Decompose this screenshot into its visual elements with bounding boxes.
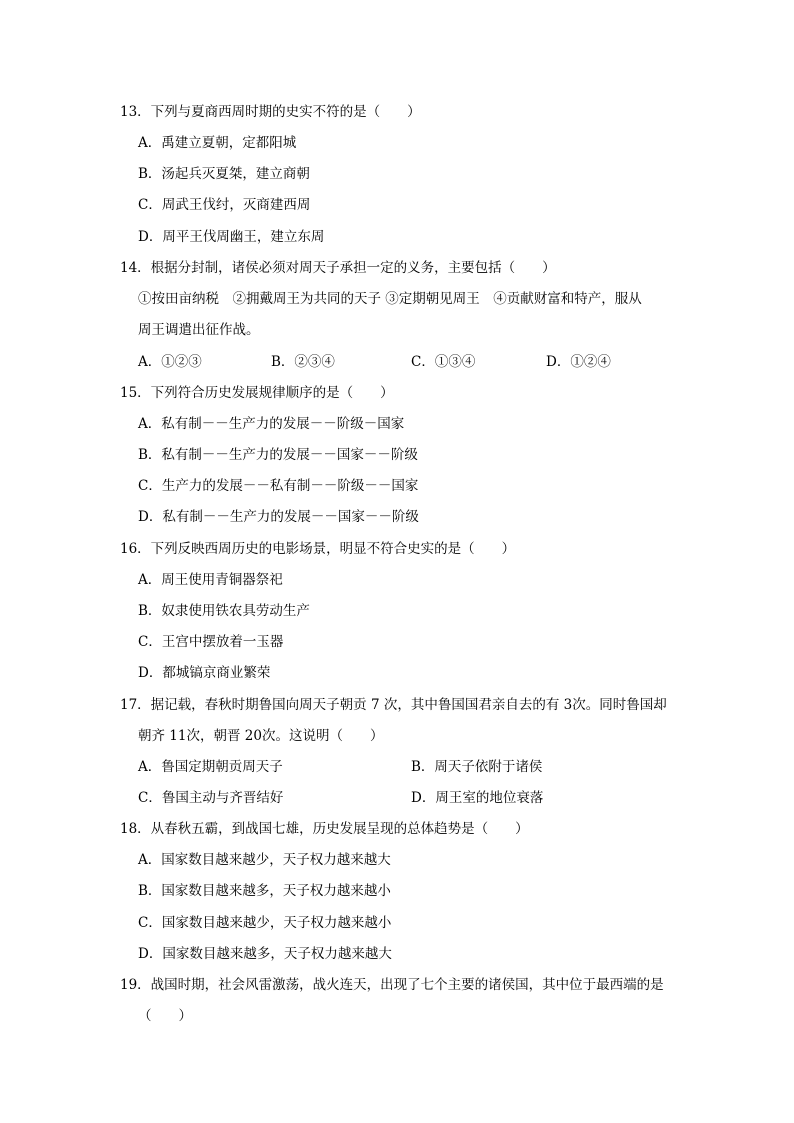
- question-14-items-cont: 周王调遣出征作战。: [138, 322, 260, 338]
- question-18-option-b: B．国家数目越来越多，天子权力越来越小: [138, 883, 391, 899]
- question-19-stem: 19．战国时期，社会风雷激荡，战火连天，出现了七个主要的诸侯国，其中位于最西端的是: [120, 977, 664, 993]
- question-16-option-a: A．周王使用青铜器祭祀: [138, 572, 283, 588]
- question-14-option-b: B．②③④: [271, 354, 335, 370]
- question-18-option-a: A．国家数目越来越少，天子权力越来越大: [138, 852, 391, 868]
- question-14-option-d: D．①②④: [546, 354, 611, 370]
- question-19-stem-cont: （ ）: [138, 1008, 192, 1024]
- question-17-option-b: B．周天子依附于诸侯: [411, 759, 543, 775]
- question-18-option-d: D．国家数目越来越多，天子权力越来越大: [138, 946, 392, 962]
- question-14-option-a: A．①②③: [138, 354, 202, 370]
- question-14-stem: 14．根据分封制，诸侯必须对周天子承担一定的义务，主要包括（ ）: [120, 260, 556, 276]
- question-14-items: ①按田亩纳税 ②拥戴周王为共同的天子 ③定期朝见周王 ④贡献财富和特产，服从: [138, 291, 642, 307]
- question-13-stem: 13．下列与夏商西周时期的史实不符的是（ ）: [120, 104, 421, 120]
- question-18-option-c: C．国家数目越来越少，天子权力越来越小: [138, 915, 392, 931]
- question-17-stem: 17．据记载，春秋时期鲁国向周天子朝贡 7 次，其中鲁国国君亲自去的有 3次。同时鲁国却: [120, 697, 667, 713]
- question-17-stem-cont: 朝齐 11次，朝晋 20次。这说明（ ）: [138, 728, 384, 744]
- question-16-stem: 16．下列反映西周历史的电影场景，明显不符合史实的是（ ）: [120, 541, 516, 557]
- question-13-option-c: C．周武王伐纣，灭商建西周: [138, 197, 311, 213]
- question-13-option-a: A．禹建立夏朝，定都阳城: [138, 135, 297, 151]
- question-17-option-a: A．鲁国定期朝贡周天子: [138, 759, 283, 775]
- question-13-option-b: B．汤起兵灭夏桀，建立商朝: [138, 166, 310, 182]
- question-15-option-a: A．私有制－－生产力的发展－－阶级－国家: [138, 416, 405, 432]
- question-18-stem: 18．从春秋五霸，到战国七雄，历史发展呈现的总体趋势是（ ）: [120, 821, 529, 837]
- question-15-stem: 15．下列符合历史发展规律顺序的是（ ）: [120, 385, 394, 401]
- question-14-option-c: C．①③④: [411, 354, 476, 370]
- question-15-option-b: B．私有制－－生产力的发展－－国家－－阶级: [138, 447, 418, 463]
- question-15-option-c: C．生产力的发展－－私有制－－阶级－－国家: [138, 478, 419, 494]
- question-17-option-d: D．周王室的地位衰落: [411, 790, 544, 806]
- question-16-option-d: D．都城镐京商业繁荣: [138, 665, 271, 681]
- question-13-option-d: D．周平王伐周幽王，建立东周: [138, 229, 325, 245]
- question-16-option-c: C．王宫中摆放着一玉器: [138, 634, 284, 650]
- question-15-option-d: D．私有制－－生产力的发展－－国家－－阶级: [138, 509, 419, 525]
- question-16-option-b: B．奴隶使用铁农具劳动生产: [138, 603, 310, 619]
- question-17-option-c: C．鲁国主动与齐晋结好: [138, 790, 284, 806]
